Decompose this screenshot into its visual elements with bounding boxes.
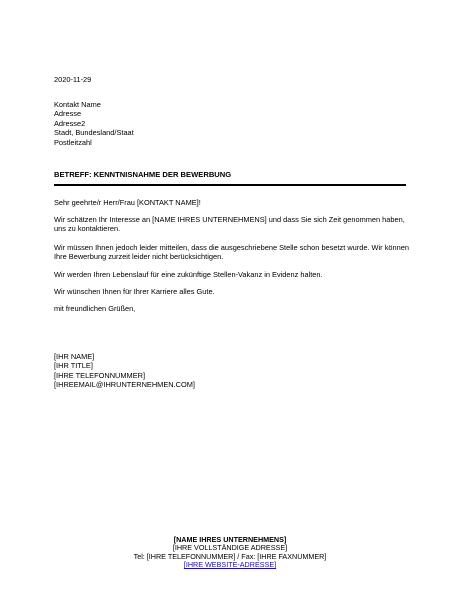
recipient-city-state: Stadt, Bundesland/Staat: [54, 128, 134, 138]
footer-company: [NAME IHRES UNTERNEHMENS]: [173, 535, 287, 544]
body-paragraph-4: Wir wünschen Ihnen für Ihrer Karriere alles Gute.: [54, 287, 215, 296]
subject-line: BETREFF: KENNTNISNAHME DER BEWERBUNG: [54, 170, 232, 179]
page-footer: [0, 536, 460, 570]
footer-contact: Tel: [IHRE TELEFONNUMMER] / Fax: [IHRE FAXNUMMER]: [133, 551, 327, 561]
recipient-address: [54, 100, 134, 147]
recipient-postal-code: Postleitzahl: [54, 137, 92, 147]
body-paragraph-3: Wir werden Ihren Lebenslauf für eine zukünftige Stellen-Vakanz in Evidenz halten.: [54, 270, 323, 279]
recipient-address-line-1: Adresse: [54, 109, 82, 119]
footer-address: [IHRE VOLLSTÄNDIGE ADRESSE]: [172, 543, 288, 553]
signature-title: [IHR TITLE]: [54, 361, 93, 371]
footer-website-link[interactable]: [IHRE WEBSITE-ADRESSE]: [183, 560, 277, 570]
body-paragraph-2: Wir müssen Ihnen jedoch leider mitteilen, dass die ausgeschriebene Stelle schon besetzt wurde. Wir können Ihre Bewerbung zurzeit leider nicht berücksichtigen.: [54, 243, 409, 262]
salutation: Sehr geehrte/r Herr/Frau [KONTAKT NAME]!: [54, 198, 201, 207]
letter-date: 2020-11-29: [54, 75, 92, 84]
recipient-name: Kontakt Name: [54, 100, 101, 109]
recipient-address-line-2: Adresse2: [54, 118, 86, 128]
signature-name: [IHR NAME]: [54, 352, 95, 361]
body-paragraph-1: Wir schätzen Ihr Interesse an [NAME IHRES UNTERNEHMENS] und dass Sie sich Zeit genommen haben, uns zu kontaktieren.: [54, 215, 405, 234]
closing: mit freundlichen Grüßen,: [54, 304, 136, 313]
signature-block: [54, 352, 195, 390]
signature-email: [IHREEMAIL@IHRUNTERNEHMEN.COM]: [54, 380, 195, 390]
subject-divider: [54, 184, 406, 186]
signature-phone: [IHRE TELEFONNUMMER]: [54, 370, 146, 380]
